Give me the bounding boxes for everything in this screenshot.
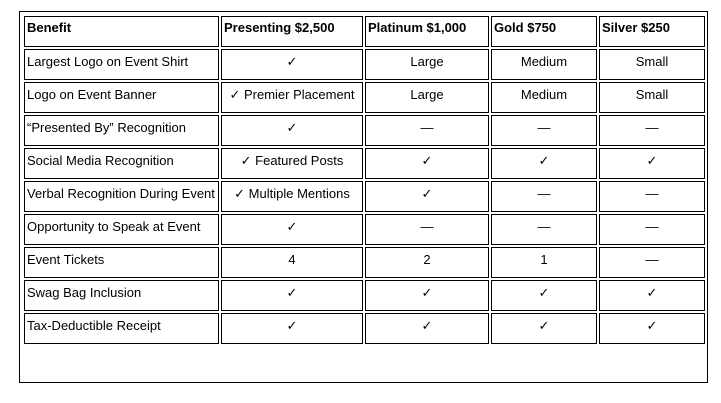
table-body [24,49,705,344]
cell-presenting: ✓ [221,214,363,245]
cell-gold: 1 [491,247,597,278]
cell-silver: — [599,214,705,245]
cell-silver: — [599,115,705,146]
table-row [24,313,705,344]
table-row [24,280,705,311]
cell-benefit: Swag Bag Inclusion [24,280,219,311]
table-row [24,82,705,113]
cell-benefit: Logo on Event Banner [24,82,219,113]
cell-gold: — [491,214,597,245]
header-gold: Gold $750 [491,16,597,47]
cell-platinum: ✓ [365,280,489,311]
header-presenting: Presenting $2,500 [221,16,363,47]
header-row [24,16,705,47]
cell-platinum: Large [365,49,489,80]
cell-silver: Small [599,49,705,80]
cell-platinum: 2 [365,247,489,278]
table-row [24,181,705,212]
cell-presenting: ✓ Premier Placement [221,82,363,113]
table-row [24,49,705,80]
cell-benefit: Event Tickets [24,247,219,278]
sponsorship-benefits-table [22,14,707,346]
cell-platinum: Large [365,82,489,113]
cell-platinum: — [365,214,489,245]
table-row [24,247,705,278]
cell-silver: ✓ [599,280,705,311]
table-row [24,148,705,179]
cell-presenting: ✓ [221,313,363,344]
cell-gold: Medium [491,49,597,80]
cell-gold: ✓ [491,148,597,179]
cell-presenting: ✓ [221,49,363,80]
cell-gold: — [491,115,597,146]
cell-benefit: Opportunity to Speak at Event [24,214,219,245]
cell-presenting: ✓ Featured Posts [221,148,363,179]
cell-presenting: ✓ [221,280,363,311]
cell-gold: — [491,181,597,212]
cell-benefit: Tax-Deductible Receipt [24,313,219,344]
cell-silver: — [599,181,705,212]
cell-gold: Medium [491,82,597,113]
cell-benefit: Social Media Recognition [24,148,219,179]
cell-benefit: Verbal Recognition During Event [24,181,219,212]
cell-silver: Small [599,82,705,113]
cell-presenting: ✓ [221,115,363,146]
cell-platinum: ✓ [365,148,489,179]
cell-benefit: “Presented By” Recognition [24,115,219,146]
cell-platinum: ✓ [365,181,489,212]
cell-platinum: ✓ [365,313,489,344]
cell-gold: ✓ [491,280,597,311]
cell-silver: ✓ [599,148,705,179]
cell-silver: — [599,247,705,278]
cell-silver: ✓ [599,313,705,344]
cell-presenting: 4 [221,247,363,278]
header-platinum: Platinum $1,000 [365,16,489,47]
table-row [24,115,705,146]
cell-presenting: ✓ Multiple Mentions [221,181,363,212]
cell-platinum: — [365,115,489,146]
header-benefit: Benefit [24,16,219,47]
table-row [24,214,705,245]
cell-benefit: Largest Logo on Event Shirt [24,49,219,80]
cell-gold: ✓ [491,313,597,344]
header-silver: Silver $250 [599,16,705,47]
